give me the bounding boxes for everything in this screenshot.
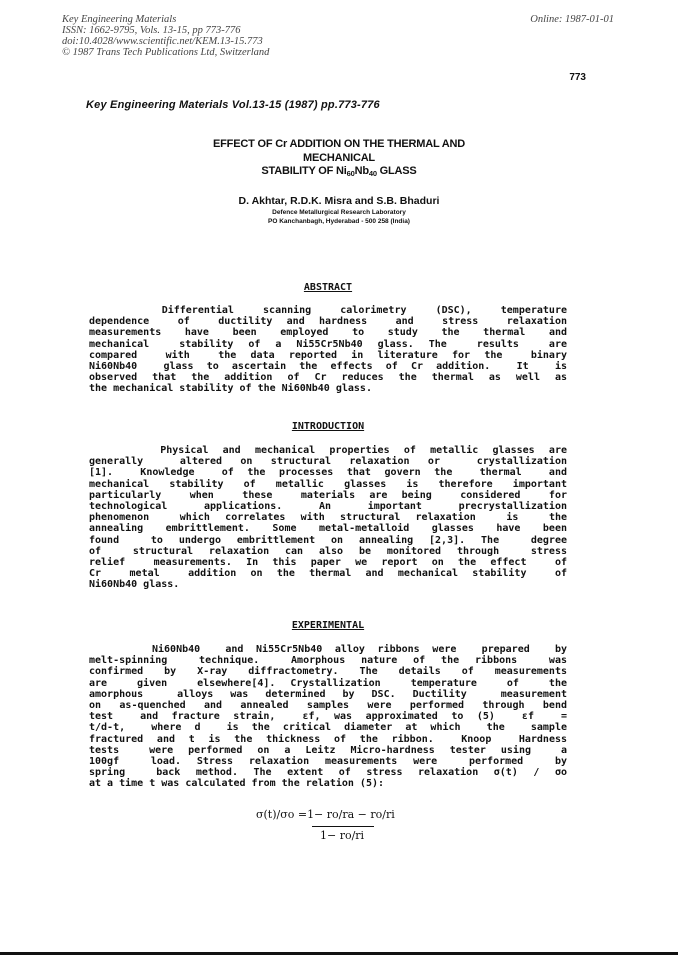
abstract-body [89,305,567,395]
experimental-body [89,644,567,789]
text-line: amorphous alloys was determined by DSC. Ductility measurement [89,688,567,700]
text-line: 100gf load. Stress relaxation measurements were performed by [89,755,567,767]
text-line: measurements have been employed to study the thermal and [89,327,567,339]
online-date: Online: 1987-01-01 [530,14,614,25]
text-line: particularly when these materials are being considered for [89,489,567,501]
fraction-bar [312,826,374,827]
text-line: Physical and mechanical properties of metallic glasses are [89,445,567,456]
text-line: confirmed by X-ray diffractometry. The details of measurements [89,666,567,678]
citation-line: doi:10.4028/www.scientific.net/KEM.13-15.773 [62,36,263,47]
text-line: test and fracture strain, εf, was approximated to (5) εf = [89,711,567,723]
equation-numerator: σ(t)/σo =1− ro/ra − ro/ri [256,808,395,821]
text-line: Ni60Nb40 glass. [89,579,180,591]
footer-rule [0,952,678,955]
text-line: generally altered on structural relaxation or crystallization [89,456,567,468]
journal-reference: Key Engineering Materials Vol.13-15 (1987) pp.773-776 [86,99,380,111]
text-line: observed that the addition of Cr reduces the thermal as well as [89,372,567,384]
page-number: 773 [569,72,586,83]
stress-relaxation-equation [256,808,395,842]
citation-line: © 1987 Trans Tech Publications Ltd, Switzerland [62,47,270,58]
text-line: of structural relaxation can also be monitored through stress [89,545,567,557]
affiliation-line: PO Kanchanbagh, Hyderabad - 500 258 (India) [268,217,410,225]
text-line: compared with the data reported in literature for the binary [89,349,567,361]
text-line: the mechanical stability of the Ni60Nb40 glass. [89,383,372,395]
introduction-heading: INTRODUCTION [291,421,365,432]
text-line: fractured and t is the thickness of the ribbon. Knoop Hardness [89,733,567,745]
author-list: D. Akhtar, R.D.K. Misra and S.B. Bhaduri [238,195,440,207]
text-line: mechanical stability of metallic glasses is therefore important [89,478,567,490]
introduction-body [89,445,567,590]
citation-line: Key Engineering Materials [62,14,177,25]
citation-line: ISSN: 1662-9795, Vols. 13-15, pp 773-776 [62,25,241,36]
text-line: melt-spinning technique. Amorphous nature of the ribbons was [89,655,567,667]
title-line: MECHANICAL [303,151,375,164]
text-line: t/d-t, where d is the critical diameter at which the sample [89,722,567,734]
citation-header [62,14,269,58]
text-line: at a time t was calculated from the relation (5): [89,778,385,790]
text-line: dependence of ductility and hardness and stress relaxation [89,316,567,328]
equation-denominator: 1− ro/ri [320,829,365,842]
title-line: STABILITY OF $Ni_{60}Nb_{40}$ GLASS [261,165,417,178]
experimental-heading: EXPERIMENTAL [291,620,365,631]
affiliation [100,209,578,226]
text-line: phenomenon which correlates with structural relaxation is the [89,512,567,524]
abstract-heading: ABSTRACT [303,282,353,293]
text-line: spring back method. The extent of stress relaxation σ(t) / σo [89,767,567,779]
text-line: technological applications. An important precrystallization [89,500,567,512]
title-line: EFFECT OF Cr ADDITION ON THE THERMAL AND [213,138,465,150]
text-line: Cr metal addition on the thermal and mechanical stability of [89,568,567,580]
affiliation-line: Defence Metallurgical Research Laboratory [272,209,406,216]
text-line: are given elsewhere[4]. Crystallization temperature of the [89,677,567,689]
text-line: on as-quenched and annealed samples were performed through bend [89,699,567,711]
text-line: tests were performed on a Leitz Micro-hardness tester using a [89,744,567,756]
text-line: found to undergo embrittlement on annealing [2,3]. The degree [89,534,567,546]
text-line: [1]. Knowledge of the processes that govern the thermal and [89,467,567,479]
text-line: Differential scanning calorimetry (DSC), temperature [89,305,567,316]
text-line: relief measurements. In this paper we report on the effect of [89,556,567,568]
paper-title [100,138,578,179]
text-line: Ni60Nb40 and Ni55Cr5Nb40 alloy ribbons were prepared by [89,644,567,655]
text-line: annealing embrittlement. Some metal-metalloid glasses have been [89,523,567,535]
text-line: mechanical stability of a Ni55Cr5Nb40 glass. The results are [89,338,567,350]
text-line: Ni60Nb40 glass to ascertain the effects of Cr addition. It is [89,360,567,372]
